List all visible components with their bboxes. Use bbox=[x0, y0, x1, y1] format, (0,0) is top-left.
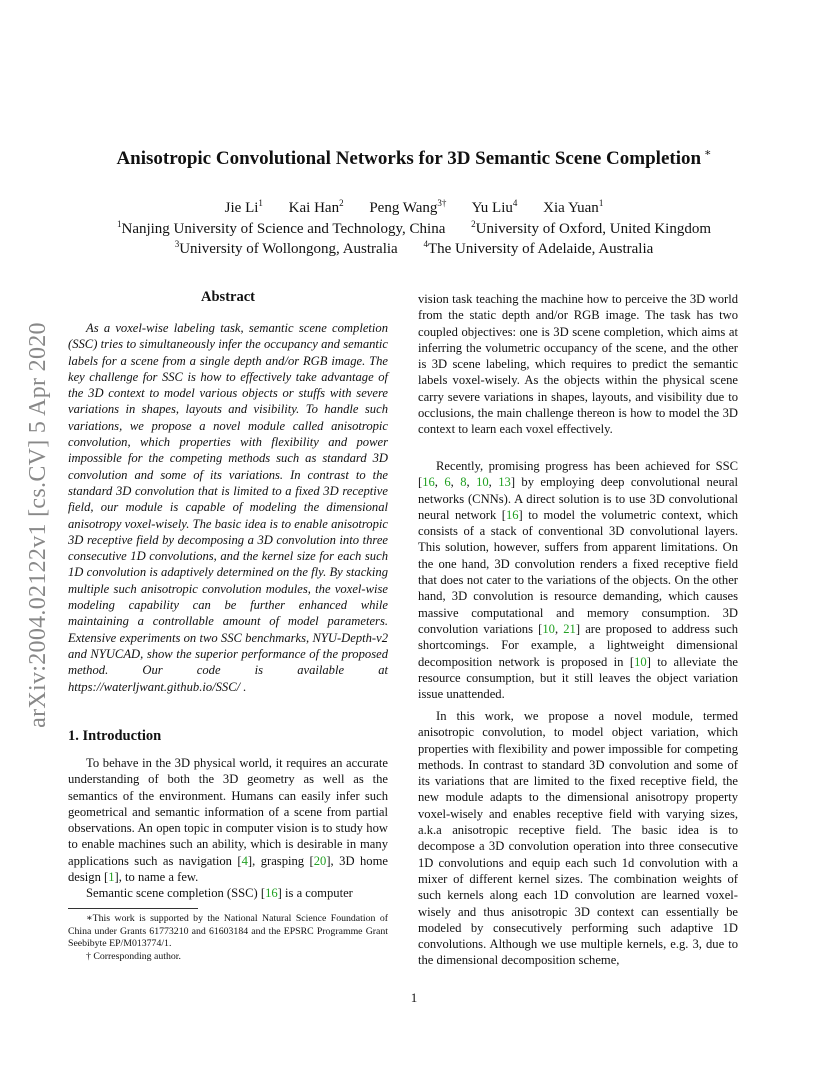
right-paragraph-1 bbox=[418, 291, 738, 438]
arxiv-stamp-text: arXiv:2004.02122v1 [cs.CV] 5 Apr 2020 bbox=[25, 322, 51, 728]
title-text: Anisotropic Convolutional Networks for 3D Semantic Scene Completion bbox=[116, 148, 702, 169]
citation-link[interactable]: 21 bbox=[563, 621, 576, 636]
citation-link[interactable]: 16 bbox=[505, 507, 519, 522]
footnote-funding: ∗This work is supported by the National Natural Science Foundation of China under Grants 61773210 and 61603184 and the EPSRC Programme Grant Seebibyte EP/M013774/1. bbox=[68, 913, 388, 950]
abstract-heading: Abstract bbox=[201, 289, 255, 305]
citation-link[interactable]: 10 bbox=[542, 621, 555, 636]
intro-paragraph-1: To behave in the 3D physical world, it requires an accurate understanding of both the 3D geometry as well as the semantics of the environment. Humans can easily infer such geometrical and semantic information of a scene from partial observations. An open topic in computer vision is to study how to enable machines such an ability, which is desirable in many applications such as navigation [4], grasping [20], 3D home design [1], to name a few. bbox=[68, 756, 388, 885]
intro-column bbox=[68, 755, 388, 902]
citation-link[interactable]: 16 bbox=[265, 886, 278, 901]
abstract-body bbox=[68, 320, 388, 695]
author-name: Yu Liu bbox=[471, 200, 513, 216]
citation-link[interactable]: 4 bbox=[241, 853, 248, 868]
author-name: Kai Han bbox=[288, 200, 340, 216]
intro-paragraph-2: Semantic scene completion (SSC) [16] is a computer bbox=[86, 886, 353, 901]
citation-link[interactable]: 20 bbox=[313, 853, 327, 868]
affiliation: The University of Adelaide, Australia bbox=[427, 241, 654, 257]
author-list: Jie Li$^1$ Kai Han$^2$ Peng Wang$^{3\dagger}$ Yu Liu$^4$ Xia Yuan$^1$ bbox=[224, 198, 604, 216]
paragraph-text: In this work, we propose a novel module, termed anisotropic convolution, to model object variation, which properties with flexibility and power impossible for competing methods. In contrast to standard 3D convolution and some of its variations that are limited to the fixed receptive field, the new module adapts to the dimensional anisotropy property voxel-wisely and enables receptive field with varying sizes, a.k.a anisotropic receptive field. The basic idea is to decompose a 3D convolution operation into three consecutive 1D convolutions and equip each such 1d convolution with a mixer of different kernel sizes. The combination weights of such kernels along each 1D convolution are learned voxel-wisely and thus anisotropic 3D context can essentially be modeled by consecutively performing such adaptive 1D convolutions. Although we use multiple kernels, e.g. 3, due to the dimensional decomposition scheme, bbox=[418, 709, 738, 968]
footnote-corresponding: † Corresponding author. bbox=[86, 950, 181, 962]
citation-link[interactable]: 6 bbox=[444, 475, 451, 490]
citation-link[interactable]: 8 bbox=[460, 475, 467, 490]
citation-link[interactable]: 16 bbox=[422, 475, 435, 490]
citation-link[interactable]: 1 bbox=[108, 870, 115, 885]
citation-link[interactable]: 10 bbox=[634, 654, 647, 669]
citation-link[interactable]: 13 bbox=[498, 475, 511, 490]
affiliation: Nanjing University of Science and Technology, China bbox=[121, 221, 446, 237]
affiliation: University of Wollongong, Australia bbox=[179, 241, 398, 257]
affiliation-line-2: $^3$University of Wollongong, Australia $^4$The University of Adelaide, Australia bbox=[174, 239, 654, 257]
affiliation-line-1: $^1$Nanjing University of Science and Technology, China $^2$University of Oxford, United Kingdom bbox=[116, 219, 712, 237]
abstract-text: As a voxel-wise labeling task, semantic scene completion (SSC) tries to simultaneously infer the occupancy and semantic labels for a scene from a single depth and/or RGB image. The key challenge for SSC is how to effectively take advantage of the 3D context to model various objects or stuffs with severe variations in shapes, layouts and visibility. To handle such variations, we propose a novel module called anisotropic convolution, which properties with flexibility and power impossible for the competing methods such as standard 3D convolution and some of its variations. In contrast to the standard 3D convolution that is limited to a fixed 3D receptive field, our module is capable of modeling the dimensional anisotropy voxel-wisely. The basic idea is to enable anisotropic 3D receptive field by decomposing a 3D convolution into three consecutive 1D convolutions, and the kernel size for each such 1D convolution is adaptively determined on the fly. By stacking multiple such anisotropic convolution modules, the voxel-wise modeling capability can be further enhanced while maintaining a controllable amount of model parameters. Extensive experiments on two SSC benchmarks, NYU-Depth-v2 and NYUCAD, show the superior performance of the proposed method. Our code is available at https://waterljwant.github.io/SSC/ . bbox=[68, 321, 388, 694]
author-name: Jie Li bbox=[224, 200, 259, 216]
author-name: Peng Wang bbox=[369, 200, 438, 216]
page-number: 1 bbox=[410, 990, 418, 1005]
footnotes bbox=[68, 913, 388, 963]
paragraph-text: Recently, promising progress has been achieved for SSC [16, 6, 8, 10, 13] by employing deep convolutional neural networks (CNNs). A direct solution is to use 3D convolutional neural network [16] to model the volumetric context, which consists of a stack of conventional 3D convolutional layers. This solution, however, suffers from apparent limitations. On the one hand, 3D convolution renders a fixed receptive field that does not cater to the variations of the objects. On the other hand, 3D convolution is resource demanding, which causes massive computational and memory consumption. 3D convolution variations [10, 21] are proposed to address such shortcomings. For example, a lightweight dimensional decomposition network is proposed in [10] to alleviate the resource consumption, but it still leaves the object variation issue unattended. bbox=[418, 459, 739, 702]
section-heading: 1. Introduction bbox=[68, 728, 162, 744]
right-paragraph-2 bbox=[418, 458, 738, 702]
right-paragraph-3 bbox=[418, 708, 738, 969]
paper-title bbox=[60, 140, 768, 172]
affiliation: University of Oxford, United Kingdom bbox=[475, 221, 712, 237]
author-name: Xia Yuan bbox=[543, 200, 599, 216]
arxiv-stamp bbox=[16, 290, 60, 760]
title-footnote-mark: ∗ bbox=[704, 147, 712, 159]
citation-link[interactable]: 10 bbox=[476, 475, 489, 490]
paragraph-text: vision task teaching the machine how to perceive the 3D world from the static depth and/or RGB image. The task has two coupled objectives: one is 3D scene completion, which aims at inferring the volumetric occupancy of the scene, and the other is 3D scene labeling, which requires to predict the semantic labels voxel-wisely. As the objects within the physical scene carry severe variations in shapes, layouts, and visibility due to occlusions, the main challenge thereon is how to model the 3D context to learn each voxel effectively. bbox=[418, 292, 738, 437]
footnote-divider bbox=[68, 908, 198, 909]
